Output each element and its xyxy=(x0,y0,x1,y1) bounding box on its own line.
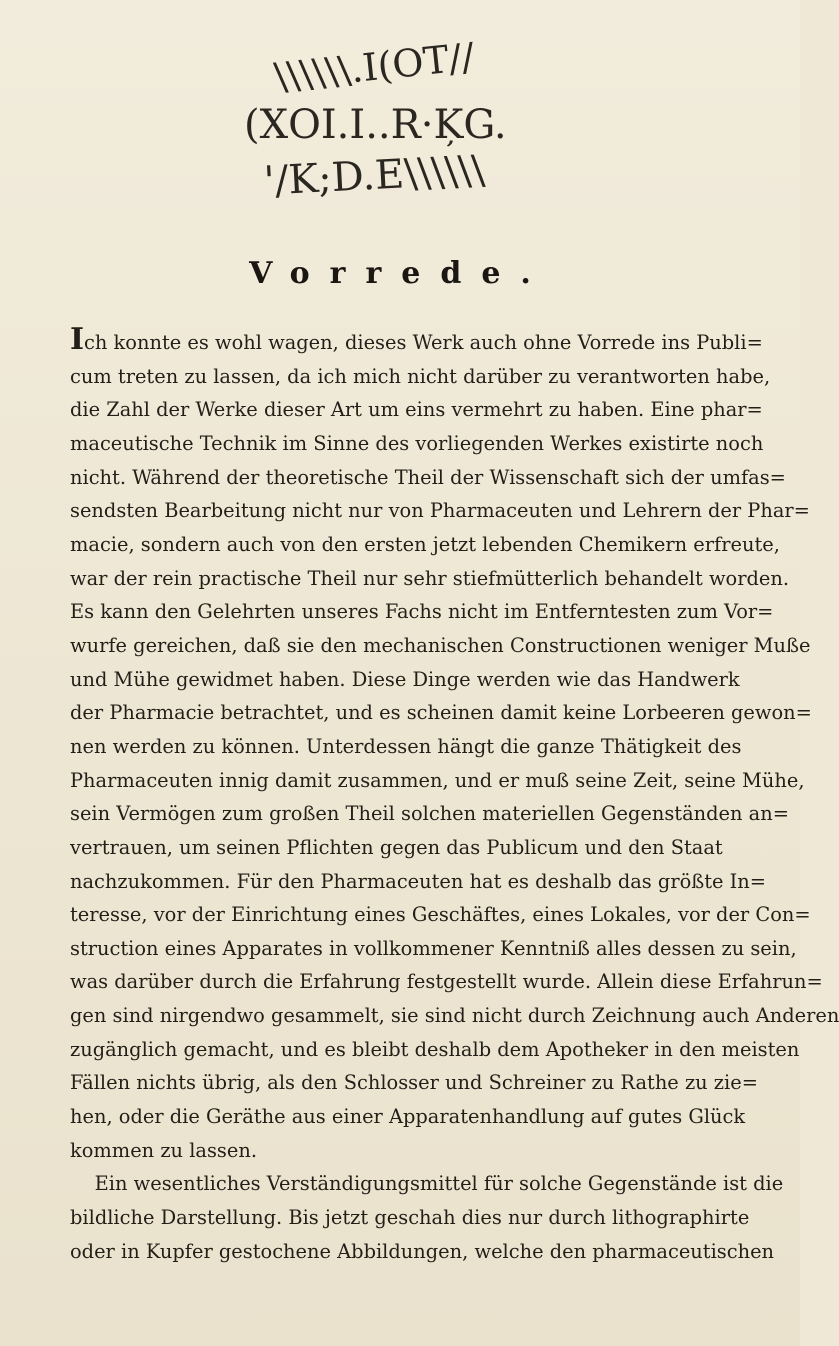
text-line: oder in Kupfer gestochene Abbildungen, welche den pharmaceutischen xyxy=(70,1239,775,1263)
text-line: sendsten Bearbeitung nicht nur von Pharmaceuten und Lehrern der Phar= xyxy=(70,499,810,523)
text-line: was darüber durch die Erfahrung festgestellt wurde. Allein diese Erfahrun= xyxy=(70,970,823,994)
text-line: vertrauen, um seinen Pflichten gegen das Publicum und den Staat xyxy=(70,835,723,859)
text-line: macie, sondern auch von den ersten jetzt lebenden Chemikern erfreute, xyxy=(70,532,780,556)
text-line: wurfe gereichen, daß sie den mechanischen Constructionen weniger Muße xyxy=(70,633,811,657)
text-line: zugänglich gemacht, und es bleibt deshalb dem Apotheker in den meisten xyxy=(70,1037,800,1061)
text-line: Es kann den Gelehrten unseres Fachs nicht im Entferntesten zum Vor= xyxy=(70,600,774,624)
library-stamp-graphic xyxy=(224,30,507,210)
text-line: kommen zu lassen. xyxy=(70,1138,257,1162)
text-line-content: ch konnte es wohl wagen, dieses Werk auch ohne Vorrede ins Publi= xyxy=(84,331,763,354)
text-line: nen werden zu können. Unterdessen hängt die ganze Thätigkeit des xyxy=(70,734,742,758)
text-line: gen sind nirgendwo gesammelt, sie sind nicht durch Zeichnung auch Anderen xyxy=(70,1004,839,1028)
library-stamp xyxy=(224,30,507,210)
text-line: nicht. Während der theoretische Theil der Wissenschaft sich der umfas= xyxy=(70,465,786,489)
body-text xyxy=(70,322,839,1268)
text-line: war der rein practische Theil nur sehr stiefmütterlich behandelt worden. xyxy=(70,566,790,590)
text-line: Fällen nichts übrig, als den Schlosser und Schreiner zu Rathe zu zie= xyxy=(70,1071,758,1095)
text-line: hen, oder die Geräthe aus einer Apparatenhandlung auf gutes Glück xyxy=(70,1105,746,1129)
paragraph xyxy=(70,322,763,360)
text-line: Ein wesentliches Verständigungsmittel für solche Gegenstände ist die xyxy=(70,1172,784,1196)
text-line xyxy=(70,322,763,360)
text-line: und Mühe gewidmet haben. Diese Dinge werden wie das Handwerk xyxy=(70,667,740,691)
text-line: der Pharmacie betrachtet, und es scheinen damit keine Lorbeeren gewon= xyxy=(70,701,812,725)
text-line: bildliche Darstellung. Bis jetzt geschah dies nur durch lithographirte xyxy=(70,1206,750,1230)
stamp-line-2: (ХOI.I..R·ĶG. xyxy=(244,102,507,148)
page-title: Vorrede. xyxy=(249,256,551,291)
drop-cap: I xyxy=(70,322,85,357)
text-line: maceutische Technik im Sinne des vorliegenden Werkes existirte noch xyxy=(70,431,764,455)
text-line: die Zahl der Werke dieser Art um eins vermehrt zu haben. Eine phar= xyxy=(70,398,763,422)
text-line: sein Vermögen zum großen Theil solchen materiellen Gegenständen an= xyxy=(70,802,789,826)
paragraph xyxy=(70,1167,784,1268)
text-line: cum treten zu lassen, da ich mich nicht darüber zu verantworten habe, xyxy=(70,364,771,388)
stamp-line-1: \\\\\\.I(OТ// xyxy=(272,34,477,100)
text-line: Pharmaceuten innig damit zusammen, und er muß seine Zeit, seine Mühe, xyxy=(70,768,805,792)
paragraph-continued xyxy=(70,360,839,1168)
stamp-line-3: '/K;D.Е\\\\\\ xyxy=(262,147,487,205)
text-line: struction eines Apparates in vollkommener Kenntniß alles dessen zu sein, xyxy=(70,936,797,960)
text-line: nachzukommen. Für den Pharmaceuten hat es deshalb das größte In= xyxy=(70,869,767,893)
text-line: teresse, vor der Einrichtung eines Geschäftes, eines Lokales, vor der Con= xyxy=(70,903,811,927)
